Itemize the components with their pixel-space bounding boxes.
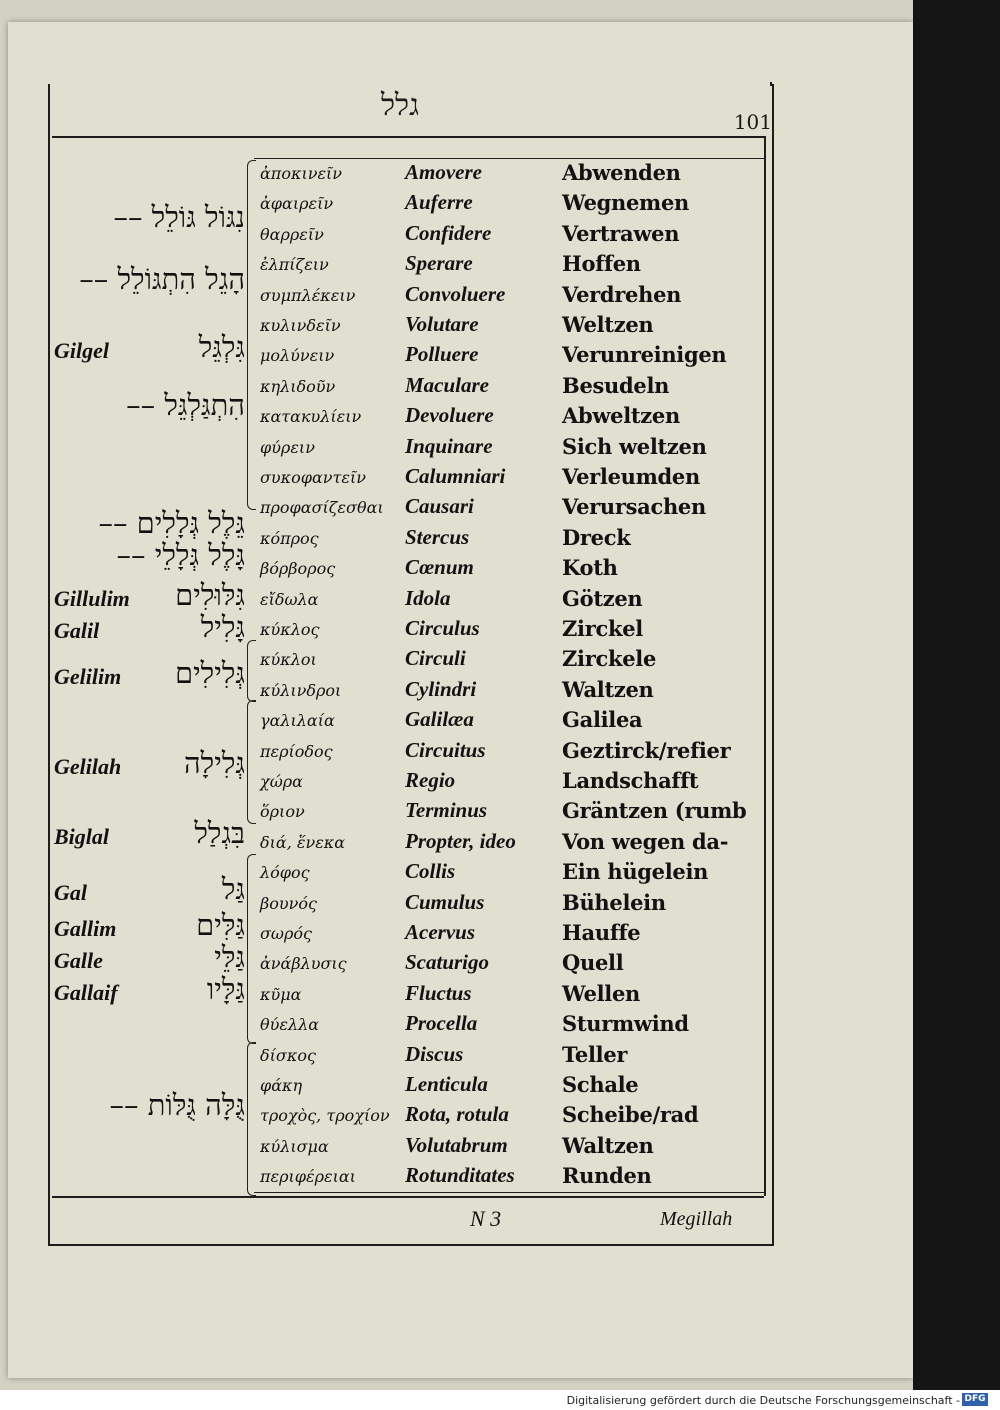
transliteration: Gelilah	[54, 754, 122, 779]
brace-group-3	[247, 700, 256, 824]
latin-cell: Regio	[405, 768, 456, 792]
catchword: Megillah	[660, 1208, 733, 1230]
german-cell: Wellen	[562, 981, 641, 1006]
hebrew-headword: הִתְגַּלְגֵּל ––	[126, 388, 245, 422]
greek-cell: κηλιδοῦν	[260, 377, 336, 396]
german-cell: Abweltzen	[562, 403, 680, 428]
german-cell: Sturmwind	[562, 1011, 689, 1036]
german-cell: Wegnemen	[562, 190, 689, 215]
latin-cell: Idola	[405, 586, 451, 610]
latin-cell: Confidere	[405, 221, 492, 245]
latin-cell: Collis	[405, 859, 456, 883]
latin-cell: Propter, ideo	[405, 829, 516, 853]
hebrew-headword: הָגֵל הִתְגּוֹלֵל ––	[79, 262, 245, 296]
latin-cell: Terminus	[405, 798, 488, 822]
german-cell: Verleumden	[562, 464, 700, 489]
latin-cell: Stercus	[405, 525, 470, 549]
greek-cell: σωρός	[260, 924, 312, 943]
latin-cell: Procella	[405, 1011, 478, 1035]
german-cell: Vertrawen	[562, 221, 680, 246]
german-cell: Bühelein	[562, 890, 666, 915]
greek-cell: τροχὸς, τροχίον	[260, 1106, 390, 1125]
latin-cell: Causari	[405, 494, 474, 518]
latin-cell: Cylindri	[405, 677, 477, 701]
greek-cell: κύκλοι	[260, 650, 317, 669]
latin-cell: Maculare	[405, 373, 489, 397]
latin-cell: Cœnum	[405, 555, 474, 579]
greek-cell: περίοδος	[260, 742, 333, 761]
hebrew-headword: גִּלְגֵּל	[198, 330, 245, 364]
german-cell: Sich weltzen	[562, 434, 707, 459]
german-cell: Teller	[562, 1042, 628, 1067]
running-head: גלל	[381, 88, 419, 123]
brace-group-5	[247, 1042, 256, 1196]
greek-cell: ἀφαιρεῖν	[260, 194, 334, 213]
german-cell: Verursachen	[562, 494, 706, 519]
greek-cell: διά, ἕνεκα	[260, 833, 346, 852]
hebrew-headword: גָּלִיל	[200, 610, 245, 644]
greek-cell: βουνός	[260, 894, 317, 913]
greek-cell: κῦμα	[260, 985, 302, 1004]
greek-cell: ἐλπίζειν	[260, 255, 329, 274]
table-inner-bottom-rule	[254, 1192, 764, 1193]
german-cell: Gräntzen (rumb	[562, 798, 747, 823]
latin-cell: Fluctus	[405, 981, 472, 1005]
greek-cell: συμπλέκειν	[260, 286, 356, 305]
greek-cell: βόρβορος	[260, 559, 336, 578]
hebrew-headword: גָּלֶל גְּלָלֵי ––	[116, 538, 245, 572]
latin-cell: Inquinare	[405, 434, 493, 458]
latin-cell: Lenticula	[405, 1072, 488, 1096]
transliteration: Gal	[54, 880, 87, 905]
transliteration: Gallaif	[54, 980, 118, 1005]
header-rule	[52, 136, 764, 138]
latin-cell: Devoluere	[405, 403, 494, 427]
german-cell: Verunreinigen	[562, 342, 727, 367]
german-cell: Galilea	[562, 707, 643, 732]
german-cell: Ein hügelein	[562, 859, 709, 884]
latin-cell: Auferre	[405, 190, 473, 214]
column-rule	[770, 82, 772, 86]
hebrew-headword: גַּל	[221, 872, 245, 906]
greek-cell: δίσκος	[260, 1046, 316, 1065]
transliteration: Gallim	[54, 916, 117, 941]
german-cell: Hoffen	[562, 251, 641, 276]
greek-cell: μολύνειν	[260, 346, 335, 365]
greek-cell: θύελλα	[260, 1015, 320, 1034]
transliteration: Gelilim	[54, 664, 122, 689]
table-right-rule	[764, 136, 766, 1196]
german-cell: Weltzen	[562, 312, 654, 337]
hebrew-headword: גִּלּוּלִים	[175, 578, 245, 612]
signature-mark: N 3	[470, 1206, 502, 1231]
german-cell: Zirckele	[562, 646, 657, 671]
german-cell: Waltzen	[562, 677, 654, 702]
latin-cell: Rotunditates	[405, 1163, 515, 1187]
hebrew-headword: גַּלִּים	[196, 908, 245, 942]
hebrew-headword: בִּגְלַל	[194, 816, 245, 850]
scan-dark-edge	[913, 0, 1000, 1390]
greek-cell: κύλινδροι	[260, 681, 342, 700]
german-cell: Von wegen da-	[562, 829, 729, 854]
latin-cell: Calumniari	[405, 464, 506, 488]
greek-cell: προφασίζεσθαι	[260, 498, 384, 517]
latin-cell: Galilæa	[405, 707, 474, 731]
german-cell: Waltzen	[562, 1133, 654, 1158]
german-cell: Zirckel	[562, 616, 643, 641]
brace-group-1	[247, 160, 256, 510]
transliteration: Biglal	[54, 824, 110, 849]
greek-cell: κόπρος	[260, 529, 319, 548]
latin-cell: Circuitus	[405, 738, 486, 762]
german-cell: Quell	[562, 950, 624, 975]
greek-cell: συκοφαντεῖν	[260, 468, 366, 487]
german-cell: Geztirck/refier	[562, 738, 731, 763]
latin-cell: Polluere	[405, 342, 479, 366]
german-cell: Scheibe/rad	[562, 1102, 699, 1127]
greek-cell: λόφος	[260, 863, 310, 882]
hebrew-headword: גַּלָּיו	[206, 972, 245, 1006]
german-cell: Abwenden	[562, 160, 681, 185]
transliteration: Gilgel	[54, 338, 109, 363]
latin-cell: Acervus	[405, 920, 475, 944]
latin-cell: Discus	[405, 1042, 464, 1066]
greek-cell: περιφέρειαι	[260, 1167, 356, 1186]
german-cell: Hauffe	[562, 920, 641, 945]
transliteration: Gillulim	[54, 586, 130, 611]
greek-cell: γαλιλαία	[260, 711, 335, 730]
footer-rule-top	[52, 1196, 764, 1198]
german-cell: Besudeln	[562, 373, 670, 398]
greek-cell: κύλισμα	[260, 1137, 329, 1156]
greek-cell: ἀνάβλυσις	[260, 954, 347, 973]
greek-cell: καταкυλίειν	[260, 407, 362, 426]
latin-cell: Circulus	[405, 616, 480, 640]
german-cell: Koth	[562, 555, 618, 580]
greek-cell: φύρειν	[260, 438, 315, 457]
greek-cell: ὅριον	[260, 802, 305, 821]
hebrew-headword: נִגּוֹל גּוֹלֵל ––	[113, 200, 245, 234]
hebrew-headword: גְּלִילָה	[184, 746, 245, 780]
latin-cell: Rota, rotula	[405, 1102, 509, 1126]
hebrew-headword: גֵּלֶל גְּלָלִים ––	[98, 506, 245, 540]
german-cell: Götzen	[562, 586, 643, 611]
brace-group-4	[247, 854, 256, 1044]
german-cell: Verdrehen	[562, 282, 682, 307]
greek-cell: κυλινδεῖν	[260, 316, 341, 335]
page-number: 101	[733, 110, 772, 134]
german-cell: Dreck	[562, 525, 631, 550]
brace-group-2	[247, 640, 256, 702]
greek-cell: θαρρεῖν	[260, 225, 324, 244]
table-inner-top-rule	[254, 158, 764, 159]
transliteration: Galil	[54, 618, 100, 643]
latin-cell: Amovere	[405, 160, 482, 184]
dfg-logo: DFG	[962, 1393, 988, 1406]
latin-cell: Volutabrum	[405, 1133, 508, 1157]
greek-cell: ἀποκινεῖν	[260, 164, 343, 183]
greek-cell: κύκλος	[260, 620, 320, 639]
latin-cell: Circuli	[405, 646, 466, 670]
latin-cell: Convoluere	[405, 282, 506, 306]
credit-text: Digitalisierung gefördert durch die Deutsche Forschungsgemeinschaft -	[566, 1394, 960, 1407]
greek-cell: εἴδωλα	[260, 590, 319, 609]
latin-cell: Cumulus	[405, 890, 485, 914]
latin-cell: Sperare	[405, 251, 473, 275]
latin-cell: Volutare	[405, 312, 479, 336]
hebrew-headword: גֻּלָּה גֻּלּוֹת ––	[109, 1088, 245, 1122]
greek-cell: χώρα	[260, 772, 303, 791]
transliteration: Galle	[54, 948, 103, 973]
german-cell: Landschafft	[562, 768, 699, 793]
latin-cell: Scaturigo	[405, 950, 490, 974]
german-cell: Schale	[562, 1072, 639, 1097]
hebrew-headword: גְּלִילִים	[174, 656, 245, 690]
greek-cell: φάκη	[260, 1076, 303, 1095]
hebrew-headword: גַּלֵּי	[214, 940, 245, 974]
german-cell: Runden	[562, 1163, 652, 1188]
